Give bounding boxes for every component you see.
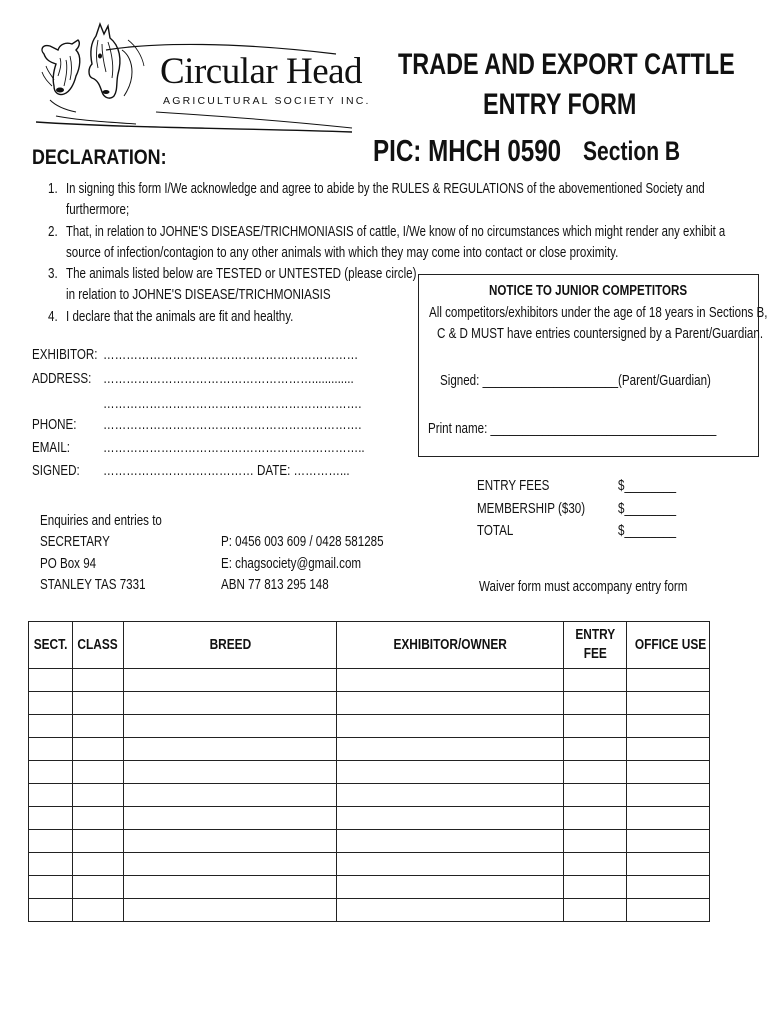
exhibitor-field[interactable]: …………………………………………………………: [103, 347, 359, 363]
entry-fees-label: ENTRY FEES: [477, 478, 550, 494]
sect-cell[interactable]: [29, 807, 73, 830]
office-use-cell: [627, 738, 710, 761]
entry-fee-cell[interactable]: [564, 830, 627, 853]
exhibitor-owner-cell[interactable]: [337, 830, 564, 853]
phone-field[interactable]: ………………………………………………………….: [103, 417, 362, 433]
pic-number: PIC: MHCH 0590: [373, 133, 562, 168]
sect-cell[interactable]: [29, 853, 73, 876]
entry-fee-cell[interactable]: [564, 899, 627, 922]
exhibitor-owner-cell[interactable]: [337, 807, 564, 830]
email-field[interactable]: …………………………………………………………..: [103, 440, 365, 456]
exhibitor-owner-cell[interactable]: [337, 692, 564, 715]
office-use-cell: [627, 830, 710, 853]
column-header-class: CLASS: [73, 622, 124, 669]
abn-number: ABN 77 813 295 148: [221, 577, 329, 593]
entry-fee-cell[interactable]: [564, 853, 627, 876]
entry-table: [28, 621, 710, 922]
email-label: EMAIL:: [32, 440, 71, 456]
guardian-signature-field[interactable]: Signed: _____________________(Parent/Guardian): [440, 373, 711, 389]
entry-fee-cell[interactable]: [564, 876, 627, 899]
exhibitor-owner-cell[interactable]: [337, 761, 564, 784]
contact-phone: P: 0456 003 609 / 0428 581285: [221, 534, 384, 550]
address-field-line1[interactable]: ……………………………………………….............: [103, 371, 354, 387]
sect-cell[interactable]: [29, 830, 73, 853]
column-header-breed: BREED: [124, 622, 337, 669]
table-header-row: [29, 622, 710, 669]
form-title-line2: ENTRY FORM: [483, 88, 637, 121]
declaration-item-3-number: 3.: [48, 266, 58, 282]
waiver-note: Waiver form must accompany entry form: [479, 579, 688, 595]
membership-field[interactable]: $________: [618, 501, 677, 517]
secretary-label: SECRETARY: [40, 534, 110, 550]
declaration-heading: DECLARATION:: [32, 146, 167, 169]
declaration-item-4-line1: I declare that the animals are fit and healthy.: [66, 309, 294, 325]
breed-cell[interactable]: [124, 692, 337, 715]
declaration-item-2-line1: That, in relation to JOHNE'S DISEASE/TRICHMONIASIS of cattle, I/We know of no circumstances which might render any exhibit a: [66, 224, 726, 240]
exhibitor-owner-cell[interactable]: [337, 899, 564, 922]
entry-fee-cell[interactable]: [564, 807, 627, 830]
declaration-item-3-line2: in relation to JOHNE'S DISEASE/TRICHMONIASIS: [66, 287, 331, 303]
table-row: [29, 738, 710, 761]
class-cell[interactable]: [73, 692, 124, 715]
sect-cell[interactable]: [29, 715, 73, 738]
sect-cell[interactable]: [29, 738, 73, 761]
breed-cell[interactable]: [124, 669, 337, 692]
class-cell[interactable]: [73, 669, 124, 692]
notice-line2: C & D MUST have entries countersigned by a Parent/Guardian.: [437, 326, 764, 342]
office-use-cell: [627, 807, 710, 830]
total-field[interactable]: $________: [618, 523, 677, 539]
table-row: [29, 784, 710, 807]
exhibitor-label: EXHIBITOR:: [32, 347, 98, 363]
breed-cell[interactable]: [124, 899, 337, 922]
entry-fee-cell[interactable]: [564, 669, 627, 692]
column-header-entry-fee: ENTRY FEE: [564, 622, 627, 669]
declaration-item-2-number: 2.: [48, 224, 58, 240]
declaration-item-1-number: 1.: [48, 181, 58, 197]
class-cell[interactable]: [73, 761, 124, 784]
stanley-address: STANLEY TAS 7331: [40, 577, 146, 593]
class-cell[interactable]: [73, 715, 124, 738]
column-header-exhibitor-owner: EXHIBITOR/OWNER: [337, 622, 564, 669]
sect-cell[interactable]: [29, 761, 73, 784]
entry-fee-cell[interactable]: [564, 784, 627, 807]
office-use-cell: [627, 784, 710, 807]
table-row: [29, 715, 710, 738]
class-cell[interactable]: [73, 738, 124, 761]
table-row: [29, 853, 710, 876]
sect-cell[interactable]: [29, 784, 73, 807]
column-header-sect: SECT.: [29, 622, 73, 669]
office-use-cell: [627, 761, 710, 784]
entry-fee-cell[interactable]: [564, 761, 627, 784]
class-cell[interactable]: [73, 784, 124, 807]
table-row: [29, 830, 710, 853]
exhibitor-owner-cell[interactable]: [337, 784, 564, 807]
table-row: [29, 761, 710, 784]
breed-cell[interactable]: [124, 807, 337, 830]
exhibitor-owner-cell[interactable]: [337, 876, 564, 899]
sect-cell[interactable]: [29, 692, 73, 715]
breed-cell[interactable]: [124, 761, 337, 784]
declaration-item-4-number: 4.: [48, 309, 58, 325]
membership-label: MEMBERSHIP ($30): [477, 501, 586, 517]
total-label: TOTAL: [477, 523, 514, 539]
breed-cell[interactable]: [124, 830, 337, 853]
breed-cell[interactable]: [124, 784, 337, 807]
table-row: [29, 692, 710, 715]
exhibitor-owner-cell[interactable]: [337, 715, 564, 738]
logo-name: Circular Head: [160, 51, 363, 92]
address-field-line2[interactable]: ………………………………………………………….: [103, 396, 362, 412]
class-cell[interactable]: [73, 807, 124, 830]
entry-fees-field[interactable]: $________: [618, 478, 677, 494]
section-label: Section B: [583, 136, 681, 166]
office-use-cell: [627, 876, 710, 899]
po-box: PO Box 94: [40, 556, 97, 572]
contact-email: E: chagsociety@gmail.com: [221, 556, 362, 572]
sect-cell[interactable]: [29, 669, 73, 692]
breed-cell[interactable]: [124, 715, 337, 738]
notice-line1: All competitors/exhibitors under the age of 18 years in Sections B,: [429, 305, 768, 321]
office-use-cell: [627, 899, 710, 922]
table-row: [29, 899, 710, 922]
enquiries-label: Enquiries and entries to: [40, 513, 162, 529]
address-label: ADDRESS:: [32, 371, 92, 387]
class-cell[interactable]: [73, 876, 124, 899]
declaration-item-3-line1: The animals listed below are TESTED or UNTESTED (please circle): [66, 266, 417, 282]
logo-subtitle: AGRICULTURAL SOCIETY INC.: [163, 95, 371, 107]
column-header-office-use: OFFICE USE: [627, 622, 710, 669]
declaration-item-1-line1: In signing this form I/We acknowledge and agree to abide by the RULES & REGULATIONS of the abovementioned Society and: [66, 181, 705, 197]
breed-cell[interactable]: [124, 853, 337, 876]
exhibitor-owner-cell[interactable]: [337, 738, 564, 761]
signed-label: SIGNED:: [32, 463, 80, 479]
sect-cell[interactable]: [29, 899, 73, 922]
office-use-cell: [627, 692, 710, 715]
entry-fee-cell[interactable]: [564, 692, 627, 715]
breed-cell[interactable]: [124, 876, 337, 899]
class-cell[interactable]: [73, 899, 124, 922]
entry-fee-cell[interactable]: [564, 715, 627, 738]
class-cell[interactable]: [73, 853, 124, 876]
signed-date-field[interactable]: ………………………………… DATE: …………...: [103, 463, 350, 479]
office-use-cell: [627, 715, 710, 738]
declaration-item-2-line2: source of infection/contagion to any other animals with which they may come into contact or close proximity.: [66, 245, 619, 261]
declaration-item-1-line2: furthermore;: [66, 202, 130, 218]
exhibitor-owner-cell[interactable]: [337, 669, 564, 692]
table-row: [29, 807, 710, 830]
form-title-line1: TRADE AND EXPORT CATTLE: [398, 48, 735, 81]
table-row: [29, 876, 710, 899]
office-use-cell: [627, 669, 710, 692]
table-row: [29, 669, 710, 692]
guardian-print-name-field[interactable]: Print name: ___________________________________: [428, 421, 717, 437]
exhibitor-owner-cell[interactable]: [337, 853, 564, 876]
office-use-cell: [627, 853, 710, 876]
class-cell[interactable]: [73, 830, 124, 853]
entry-fee-cell[interactable]: [564, 738, 627, 761]
phone-label: PHONE:: [32, 417, 77, 433]
breed-cell[interactable]: [124, 738, 337, 761]
notice-heading: NOTICE TO JUNIOR COMPETITORS: [489, 283, 688, 299]
sect-cell[interactable]: [29, 876, 73, 899]
